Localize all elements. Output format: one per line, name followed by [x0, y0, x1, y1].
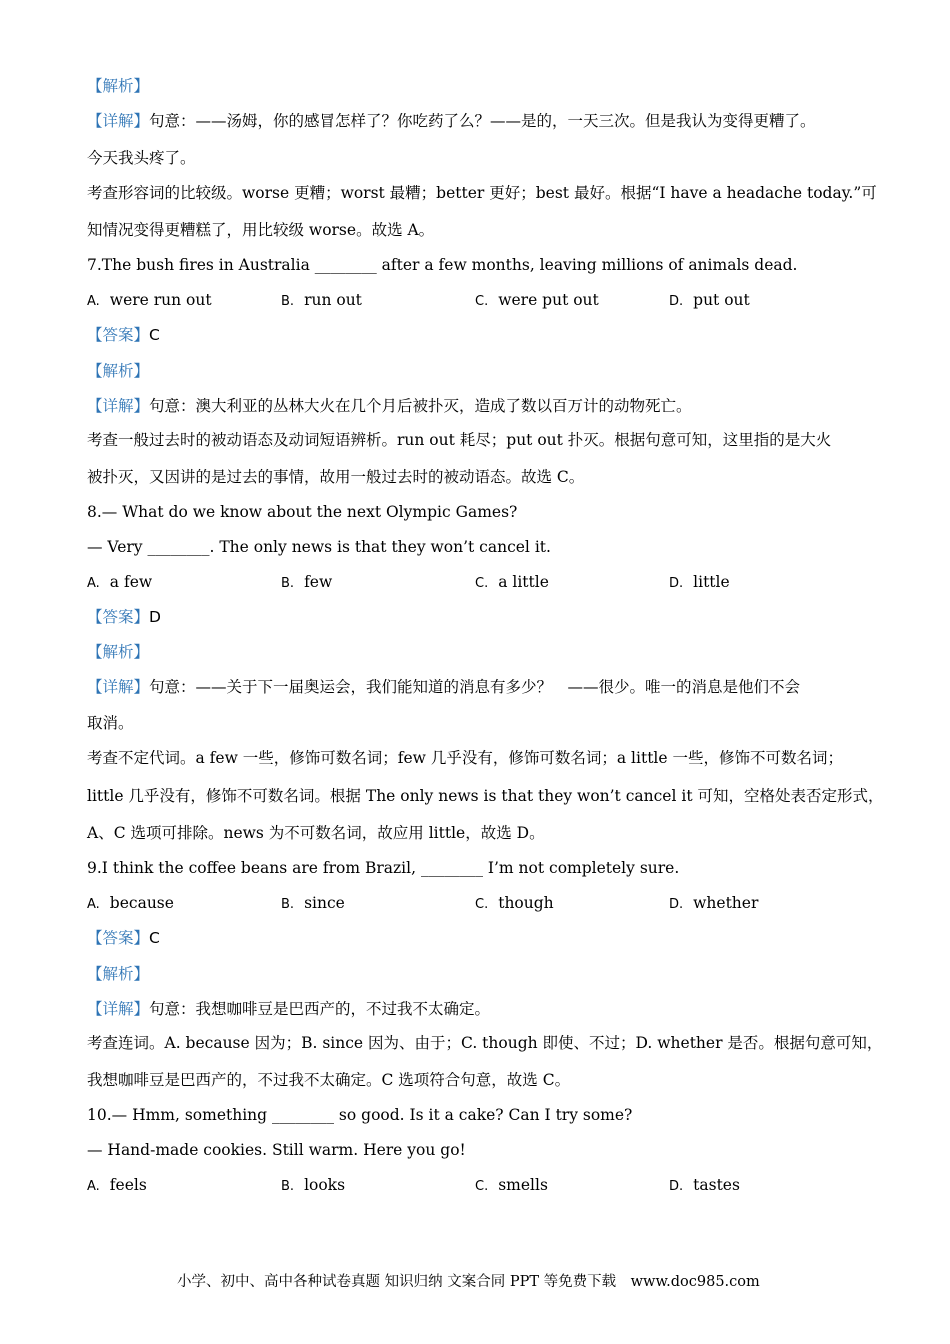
detail-text: 考查一般过去时的被动语态及动词短语辨析。run out 耗尽；put out 扑灭。根据句意可知，这里指的是大火: [87, 431, 832, 449]
option-text: little: [693, 573, 730, 591]
option-text: few: [304, 573, 333, 591]
option-key: C.: [475, 1179, 489, 1194]
option-c: [475, 893, 554, 915]
answer-tag: 【答案】: [87, 929, 150, 947]
option-c: [475, 572, 549, 594]
option-key: B.: [281, 294, 295, 309]
option-text: were put out: [498, 291, 599, 309]
detail-tag: 【详解】: [87, 397, 150, 415]
analysis-tag: 【解析】: [87, 362, 150, 380]
option-text: put out: [693, 291, 750, 309]
option-text: a few: [109, 573, 153, 591]
answer-tag: 【答案】: [87, 326, 150, 344]
answer-tag: 【答案】: [87, 608, 150, 626]
option-text: smells: [498, 1176, 548, 1194]
option-b: [281, 1175, 345, 1197]
option-key: A.: [87, 897, 100, 912]
option-c: [475, 290, 599, 312]
option-text: tastes: [693, 1176, 740, 1194]
detail-text: 今天我头疼了。: [87, 149, 196, 167]
detail-text: 考查形容词的比较级。worse 更糟；worst 最糟；better 更好；best 最好。根据“I have a headache today.”可: [87, 184, 877, 202]
option-a: [87, 893, 174, 915]
question-stem: — Very ________. The only news is that they won’t cancel it.: [87, 538, 551, 556]
option-key: A.: [87, 576, 100, 591]
option-key: B.: [281, 576, 295, 591]
detail-text: 考查连词。A. because 因为；B. since 因为、由于；C. though 即使、不过；D. whether 是否。根据句意可知，: [87, 1034, 883, 1052]
analysis-tag: 【解析】: [87, 965, 150, 983]
option-a: [87, 290, 212, 312]
option-d: [669, 893, 758, 915]
detail-tag: 【详解】: [87, 1000, 150, 1018]
option-b: [281, 290, 362, 312]
option-key: D.: [669, 897, 684, 912]
detail-line: [87, 396, 692, 416]
detail-text: 考查不定代词。a few 一些，修饰可数名词；few 几乎没有，修饰可数名词；a little 一些，修饰不可数名词；: [87, 749, 843, 767]
option-key: C.: [475, 897, 489, 912]
question-stem: 8.— What do we know about the next Olympic Games?: [87, 503, 518, 521]
answer-line: [87, 325, 160, 345]
option-a: [87, 1175, 147, 1197]
question-stem: 7.The bush fires in Australia ________ after a few months, leaving millions of animals dead.: [87, 256, 798, 274]
option-key: C.: [475, 294, 489, 309]
detail-tag: 【详解】: [87, 678, 150, 696]
option-key: D.: [669, 1179, 684, 1194]
option-c: [475, 1175, 548, 1197]
question-stem: 9.I think the coffee beans are from Brazil, ________ I’m not completely sure.: [87, 859, 680, 877]
detail-tag: 【详解】: [87, 112, 150, 130]
detail-text: A、C 选项可排除。news 为不可数名词，故应用 little，故选 D。: [87, 824, 545, 842]
option-text: looks: [304, 1176, 346, 1194]
answer-value: C: [149, 929, 160, 947]
answer-line: [87, 607, 161, 627]
option-a: [87, 572, 152, 594]
option-b: [281, 572, 332, 594]
option-text: a little: [498, 573, 549, 591]
option-key: B.: [281, 1179, 295, 1194]
detail-text: 句意：——汤姆，你的感冒怎样了？你吃药了么？——是的，一天三次。但是我认为变得更糟了。: [149, 112, 816, 130]
detail-text: 句意：——关于下一届奥运会，我们能知道的消息有多少？ ——很少。唯一的消息是他们不会: [149, 678, 801, 696]
option-key: A.: [87, 294, 100, 309]
option-text: run out: [304, 291, 362, 309]
detail-text: 句意：我想咖啡豆是巴西产的，不过我不太确定。: [149, 1000, 491, 1018]
option-b: [281, 893, 345, 915]
option-key: D.: [669, 294, 684, 309]
page-footer: 小学、初中、高中各种试卷真题 知识归纳 文案合同 PPT 等免费下载 www.doc985.com: [177, 1274, 760, 1290]
option-key: C.: [475, 576, 489, 591]
question-stem: 10.— Hmm, something ________ so good. Is it a cake? Can I try some?: [87, 1106, 633, 1124]
detail-text: 被扑灭，又因讲的是过去的事情，故用一般过去时的被动语态。故选 C。: [87, 468, 585, 486]
option-d: [669, 290, 750, 312]
option-key: B.: [281, 897, 295, 912]
analysis-tag: 【解析】: [87, 77, 150, 95]
option-text: because: [109, 894, 174, 912]
option-text: feels: [109, 1176, 147, 1194]
answer-value: D: [149, 608, 161, 626]
option-key: A.: [87, 1179, 100, 1194]
question-stem: — Hand-made cookies. Still warm. Here you go!: [87, 1141, 466, 1159]
option-text: were run out: [109, 291, 212, 309]
option-key: D.: [669, 576, 684, 591]
detail-text: little 几乎没有，修饰不可数名词。根据 The only news is that they won’t cancel it 可知，空格处表否定形式，: [87, 787, 884, 805]
answer-line: [87, 928, 160, 948]
detail-line: [87, 999, 490, 1019]
detail-line: [87, 111, 816, 131]
answer-value: C: [149, 326, 160, 344]
detail-text: 我想咖啡豆是巴西产的，不过我不太确定。C 选项符合句意，故选 C。: [87, 1071, 571, 1089]
option-text: though: [498, 894, 554, 912]
detail-text: 句意：澳大利亚的丛林大火在几个月后被扑灭，造成了数以百万计的动物死亡。: [149, 397, 692, 415]
detail-text: 取消。: [87, 714, 134, 732]
detail-text: 知情况变得更糟糕了，用比较级 worse。故选 A。: [87, 221, 435, 239]
detail-line: [87, 677, 800, 697]
option-d: [669, 572, 730, 594]
option-text: whether: [693, 894, 759, 912]
analysis-tag: 【解析】: [87, 643, 150, 661]
option-d: [669, 1175, 740, 1197]
option-text: since: [304, 894, 345, 912]
